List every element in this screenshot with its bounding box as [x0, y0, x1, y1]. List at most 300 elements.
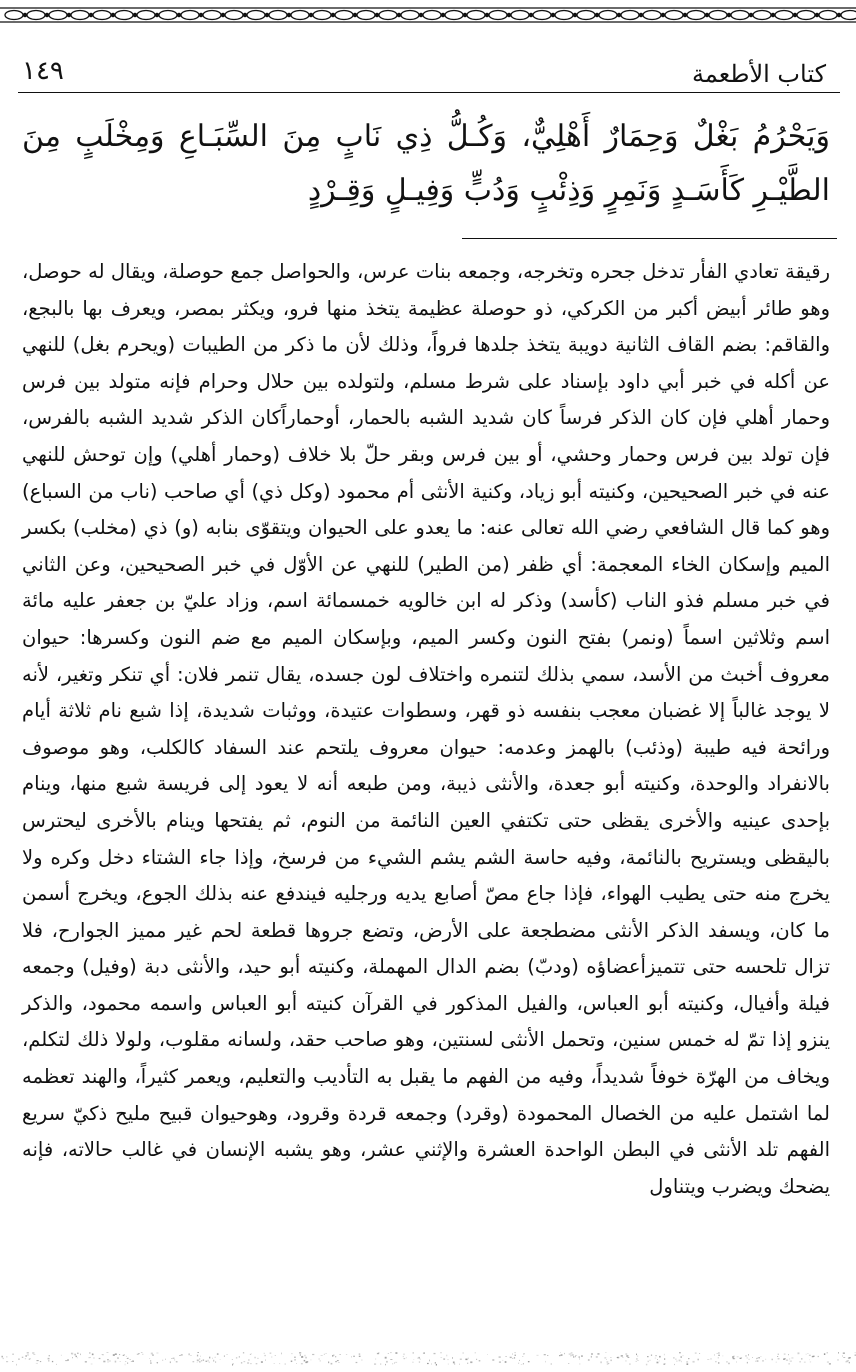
noise-speck [200, 1356, 201, 1357]
ornament-link [467, 11, 485, 20]
noise-speck [127, 1358, 128, 1359]
ornament-link [203, 11, 221, 20]
noise-speck [264, 1355, 265, 1356]
noise-speck [3, 1358, 4, 1359]
ornament-dot [265, 13, 268, 16]
noise-speck [736, 1362, 737, 1363]
noise-speck [515, 1355, 516, 1356]
noise-speck [328, 1362, 329, 1364]
noise-speck [212, 1358, 213, 1359]
noise-speck [197, 1360, 199, 1362]
noise-speck [519, 1360, 520, 1361]
noise-speck [113, 1354, 114, 1355]
ornament-link [137, 11, 155, 20]
noise-speck [390, 1352, 391, 1353]
noise-speck [220, 1359, 221, 1360]
noise-speck [605, 1352, 606, 1353]
noise-speck [573, 1356, 574, 1357]
noise-speck [505, 1356, 507, 1357]
ornament-dot [177, 13, 180, 16]
noise-speck [129, 1359, 131, 1360]
noise-speck [849, 1362, 850, 1363]
noise-speck [617, 1357, 618, 1358]
noise-speck [568, 1363, 569, 1364]
noise-speck [285, 1363, 286, 1365]
ornament-link [489, 11, 507, 20]
noise-speck [80, 1354, 81, 1356]
noise-speck [261, 1361, 263, 1363]
noise-speck [777, 1356, 778, 1357]
ornament-dot [331, 13, 334, 16]
noise-speck [514, 1357, 515, 1358]
bottom-scan-noise [0, 1352, 856, 1366]
noise-speck [659, 1361, 660, 1362]
ornament-dot [639, 13, 642, 16]
ornament-link [401, 11, 419, 20]
noise-speck [717, 1353, 718, 1354]
noise-speck [435, 1362, 436, 1364]
noise-speck [91, 1364, 93, 1365]
noise-speck [579, 1363, 580, 1365]
noise-speck [755, 1361, 756, 1362]
ornament-link [269, 11, 287, 20]
noise-speck [392, 1363, 393, 1364]
noise-speck [621, 1355, 623, 1356]
noise-speck [404, 1358, 406, 1359]
noise-speck [224, 1355, 225, 1357]
noise-speck [637, 1356, 638, 1357]
noise-speck [424, 1352, 426, 1353]
noise-speck [748, 1354, 749, 1356]
noise-speck [468, 1358, 469, 1360]
noise-speck [413, 1362, 414, 1363]
noise-speck [299, 1352, 301, 1353]
ornament-link [225, 11, 243, 20]
noise-speck [213, 1360, 214, 1362]
ornament-link [775, 11, 793, 20]
noise-speck [760, 1356, 761, 1357]
ornament-dot [89, 13, 92, 16]
noise-speck [65, 1360, 67, 1361]
noise-speck [346, 1354, 347, 1355]
noise-speck [199, 1359, 200, 1360]
noise-speck [467, 1363, 468, 1364]
noise-speck [733, 1358, 734, 1359]
noise-speck [740, 1358, 742, 1359]
noise-speck [18, 1358, 20, 1360]
noise-speck [657, 1362, 659, 1364]
noise-speck [651, 1355, 652, 1356]
noise-speck [49, 1355, 50, 1356]
ornament-link [159, 11, 177, 20]
noise-speck [460, 1359, 462, 1360]
noise-speck [16, 1364, 17, 1366]
noise-speck [395, 1352, 397, 1354]
noise-speck [499, 1357, 501, 1358]
noise-speck [304, 1360, 306, 1362]
noise-speck [171, 1358, 172, 1359]
ornament-link [665, 11, 683, 20]
noise-speck [610, 1357, 611, 1358]
noise-speck [301, 1364, 303, 1365]
noise-speck [561, 1354, 563, 1356]
page-number: ١٤٩ [22, 56, 64, 86]
noise-speck [655, 1355, 657, 1356]
noise-speck [581, 1355, 583, 1357]
matn-paragraph: وَيَحْرُمُ بَغْلٌ وَحِمَارٌ أَهْلِيٌّ، وَكُـلُّ ذِي نَابٍ مِنَ السِّبَـاعِ وَمِخْلَبٍ مِنَ الطَّيْـرِ كَأَسَـدٍ وَنَمِرٍ وَذِئْبٍ وَدُبٍّ وَفِيـلٍ وَقِـرْدٍ [22, 119, 830, 208]
noise-speck [356, 1362, 358, 1363]
noise-speck [564, 1353, 565, 1354]
ornament-link [841, 11, 856, 20]
noise-speck [197, 1352, 199, 1353]
noise-speck [295, 1359, 296, 1361]
noise-speck [250, 1363, 252, 1364]
noise-speck [340, 1354, 341, 1355]
noise-speck [239, 1356, 240, 1358]
noise-speck [181, 1354, 183, 1355]
noise-speck [390, 1359, 392, 1360]
noise-speck [707, 1359, 709, 1360]
noise-speck [36, 1363, 38, 1364]
noise-speck [279, 1363, 280, 1364]
noise-speck [333, 1355, 335, 1356]
noise-speck [571, 1352, 573, 1353]
ornament-dot [221, 13, 224, 16]
noise-speck [153, 1354, 154, 1356]
noise-speck [810, 1362, 811, 1363]
noise-speck [76, 1356, 77, 1357]
noise-speck [524, 1353, 525, 1354]
ornament-link [357, 11, 375, 20]
ornament-dot [595, 13, 598, 16]
noise-speck [788, 1354, 789, 1355]
noise-speck [441, 1357, 443, 1358]
noise-speck [359, 1353, 361, 1354]
noise-speck [502, 1360, 503, 1361]
noise-speck [88, 1357, 90, 1358]
noise-speck [232, 1359, 233, 1360]
noise-speck [693, 1361, 695, 1363]
noise-speck [809, 1355, 811, 1356]
noise-speck [659, 1356, 661, 1358]
noise-speck [446, 1355, 447, 1357]
noise-speck [776, 1362, 777, 1363]
ornament-link [181, 11, 199, 20]
noise-speck [576, 1355, 577, 1356]
noise-speck [107, 1362, 109, 1363]
ornament-link [533, 11, 551, 20]
ornament-link [5, 11, 23, 20]
noise-speck [311, 1359, 312, 1360]
noise-speck [137, 1354, 138, 1355]
noise-speck [361, 1360, 362, 1361]
noise-speck [125, 1364, 126, 1366]
ornament-dot [683, 13, 686, 16]
noise-speck [459, 1364, 460, 1365]
ornament-link [93, 11, 111, 20]
noise-speck [99, 1358, 101, 1359]
matn-divider-rule [462, 238, 837, 239]
noise-speck [838, 1360, 839, 1361]
ornament-dot [661, 13, 664, 16]
noise-speck [102, 1354, 104, 1355]
noise-speck [650, 1360, 651, 1361]
noise-speck [788, 1364, 790, 1365]
noise-speck [699, 1353, 700, 1354]
noise-speck [737, 1357, 739, 1358]
ornament-dot [199, 13, 202, 16]
ornament-dot [353, 13, 356, 16]
noise-speck [418, 1357, 419, 1359]
noise-speck [676, 1359, 677, 1361]
noise-speck [487, 1354, 488, 1355]
noise-speck [72, 1357, 73, 1358]
noise-speck [514, 1352, 516, 1353]
noise-speck [607, 1361, 609, 1362]
noise-speck [304, 1355, 305, 1357]
ornament-link [445, 11, 463, 20]
noise-speck [305, 1357, 307, 1359]
ornament-dot [617, 13, 620, 16]
noise-speck [247, 1362, 249, 1363]
noise-speck [622, 1357, 623, 1358]
ornament-dot [705, 13, 708, 16]
noise-speck [12, 1361, 13, 1362]
ornament-dot [375, 13, 378, 16]
noise-speck [250, 1354, 251, 1355]
noise-speck [800, 1361, 801, 1362]
noise-speck [455, 1363, 456, 1365]
noise-speck [807, 1353, 808, 1354]
ornament-link [753, 11, 771, 20]
noise-speck [757, 1358, 758, 1359]
ornament-dot [463, 13, 466, 16]
noise-speck [388, 1353, 389, 1354]
noise-speck [827, 1352, 828, 1353]
noise-speck [664, 1359, 665, 1360]
noise-speck [674, 1364, 675, 1365]
noise-speck [838, 1352, 839, 1353]
noise-speck [756, 1358, 757, 1359]
noise-speck [569, 1353, 571, 1355]
ornament-link [247, 11, 265, 20]
noise-speck [657, 1359, 658, 1360]
noise-speck [537, 1355, 539, 1356]
noise-speck [201, 1360, 202, 1361]
noise-speck [56, 1364, 57, 1365]
noise-speck [591, 1356, 592, 1358]
ornament-dot [243, 13, 246, 16]
noise-speck [89, 1352, 90, 1354]
noise-speck [248, 1359, 250, 1360]
noise-speck [115, 1361, 117, 1363]
noise-speck [588, 1360, 590, 1361]
noise-speck [386, 1361, 387, 1363]
noise-speck [203, 1359, 204, 1361]
noise-speck [197, 1355, 198, 1357]
noise-speck [151, 1353, 153, 1355]
noise-speck [189, 1353, 190, 1355]
ornament-link [819, 11, 837, 20]
noise-speck [193, 1361, 195, 1362]
ornament-link [577, 11, 595, 20]
noise-speck [695, 1353, 697, 1354]
noise-speck [544, 1354, 546, 1355]
noise-speck [718, 1362, 719, 1364]
noise-speck [718, 1357, 719, 1358]
noise-speck [176, 1361, 178, 1362]
noise-speck [127, 1363, 128, 1364]
noise-speck [126, 1356, 127, 1357]
noise-speck [13, 1354, 14, 1355]
noise-speck [778, 1358, 780, 1359]
noise-speck [676, 1361, 677, 1362]
noise-speck [226, 1354, 228, 1355]
noise-speck [752, 1357, 753, 1358]
noise-speck [647, 1356, 649, 1357]
noise-speck [244, 1361, 246, 1362]
ornament-dot [287, 13, 290, 16]
noise-speck [107, 1352, 109, 1353]
noise-speck [629, 1364, 630, 1365]
ornament-dot [771, 13, 774, 16]
noise-speck [427, 1363, 429, 1364]
noise-speck [748, 1359, 750, 1360]
noise-speck [156, 1362, 158, 1363]
noise-speck [757, 1360, 759, 1362]
noise-speck [523, 1363, 524, 1364]
noise-speck [855, 1352, 856, 1353]
noise-speck [103, 1361, 105, 1363]
noise-speck [683, 1356, 684, 1357]
noise-speck [296, 1363, 297, 1364]
noise-speck [75, 1354, 76, 1356]
noise-speck [547, 1355, 548, 1356]
ornament-link [71, 11, 89, 20]
noise-speck [843, 1352, 845, 1354]
noise-speck [374, 1364, 376, 1365]
noise-speck [150, 1360, 151, 1362]
noise-speck [420, 1359, 421, 1360]
noise-speck [512, 1353, 513, 1355]
noise-speck [256, 1363, 258, 1364]
noise-speck [209, 1357, 210, 1359]
ornament-link [27, 11, 45, 20]
noise-speck [417, 1358, 418, 1359]
ornament-dot [815, 13, 818, 16]
ornament-dot [45, 13, 48, 16]
noise-speck [453, 1362, 455, 1364]
noise-speck [190, 1355, 192, 1356]
noise-speck [673, 1357, 675, 1359]
noise-speck [570, 1355, 571, 1357]
noise-speck [681, 1361, 682, 1362]
ornament-dot [837, 13, 840, 16]
noise-speck [197, 1362, 198, 1363]
noise-speck [48, 1358, 50, 1360]
noise-speck [173, 1358, 175, 1359]
noise-speck [758, 1357, 759, 1358]
noise-speck [492, 1359, 494, 1361]
noise-speck [291, 1361, 293, 1362]
noise-speck [264, 1353, 265, 1354]
noise-speck [275, 1355, 276, 1356]
ornament-link [599, 11, 617, 20]
noise-speck [243, 1352, 244, 1354]
noise-speck [434, 1353, 436, 1354]
noise-speck [93, 1358, 94, 1359]
noise-speck [312, 1354, 314, 1355]
ornament-link [687, 11, 705, 20]
noise-speck [132, 1361, 134, 1362]
noise-speck [784, 1353, 786, 1354]
noise-speck [636, 1361, 637, 1362]
noise-speck [22, 1357, 24, 1358]
noise-speck [611, 1360, 612, 1362]
noise-speck [718, 1355, 720, 1356]
matn-text-block [22, 110, 830, 218]
ornament-link [115, 11, 133, 20]
noise-speck [27, 1355, 29, 1356]
noise-speck [25, 1358, 26, 1359]
noise-speck [448, 1359, 449, 1360]
ornament-link [797, 11, 815, 20]
noise-speck [801, 1358, 803, 1360]
noise-speck [305, 1362, 307, 1364]
noise-speck [732, 1356, 734, 1358]
noise-speck [208, 1360, 209, 1362]
ornament-link [291, 11, 309, 20]
noise-speck [150, 1362, 151, 1363]
ornament-dot [573, 13, 576, 16]
noise-speck [518, 1363, 519, 1364]
noise-speck [499, 1361, 501, 1363]
noise-speck [626, 1355, 628, 1356]
noise-speck [271, 1357, 272, 1358]
noise-speck [824, 1353, 825, 1355]
noise-speck [92, 1354, 93, 1355]
ornament-dot [111, 13, 114, 16]
noise-speck [431, 1364, 432, 1365]
noise-speck [406, 1357, 407, 1358]
noise-speck [572, 1355, 574, 1356]
noise-speck [741, 1357, 742, 1358]
noise-speck [321, 1355, 323, 1356]
noise-speck [762, 1360, 763, 1362]
noise-speck [359, 1356, 361, 1357]
noise-speck [300, 1354, 301, 1355]
noise-speck [320, 1360, 321, 1361]
ornament-link [709, 11, 727, 20]
noise-speck [476, 1359, 477, 1360]
ornament-dot [67, 13, 70, 16]
noise-speck [448, 1364, 449, 1365]
noise-speck [335, 1356, 336, 1357]
noise-speck [120, 1361, 121, 1362]
noise-speck [711, 1358, 712, 1360]
noise-speck [636, 1354, 637, 1356]
noise-speck [77, 1358, 78, 1359]
ornament-dot [749, 13, 752, 16]
noise-speck [664, 1354, 665, 1356]
noise-speck [790, 1361, 792, 1362]
ornament-link [423, 11, 441, 20]
commentary-paragraph: رقيقة تعادي الفأر تدخل جحره وتخرجه، وجمعه بنات عرس، والحواصل جمع حوصلة، ويقال له حوصل، وهو طائر أبيض أكبر من الكركي، ذو حوصلة عظيمة يتخذ منها فرو، ويكثر بمصر، ويعرف بها بالبجع، والقاقم: بضم القاف الثانية دويبة يتخذ جلدها فرواً، وذلك لأن ما ذكر من الطيبات (ويحرم بغل) للنهي عن أكله في خبر أبي داود بإسناد على شرط مسلم، ولتولده بين حلال وحرام فإنه متولد بين فرس وحمار أهلي فإن كان الذكر فرساً كان شديد الشبه بالحمار، أوحماراًكان الذكر شديد الشبه بالفرس، فإن تولد بين فرس وحمار وحشي، أو بين فرس وبقر حلّ بلا خلاف (وحمار أهلي) وإن توحش للنهي عنه في خبر الصحيحين، وكنيته أبو زياد، وكنية الأنثى أم محمود (وكل ذي) أي صاحب (ناب من السباع) وهو كما قال الشافعي رضي الله تعالى عنه: ما يعدو على الحيوان ويتقوّى بنابه (و) ذي (مخلب) بكسر الميم وإسكان الخاء المعجمة: أي ظفر (من الطير) للنهي عن الأوّل في خبر الصحيحين، وعن الثاني في خبر مسلم فذو الناب (كأسد) وذكر له ابن خالويه خمسمائة اسم، وزاد عليّ بن جعفر عليه مائة اسم وثلاثين اسماً (ونمر) بفتح النون وكسر الميم، وبإسكان الميم مع ضم النون وكسرها: حيوان معروف أخبث من الأسد، سمي بذلك لتنمره واختلاف لون جسده، يقال تنمر فلان: أي تنكر وتغير، لأنه لا يوجد غالباً إلا غضبان معجب بنفسه ذو قهر، وسطوات عتيدة، ووثبات شديدة، إذا شبع نام ثلاثة أيام ورائحة فيه طيبة (وذئب) بالهمز وعدمه: حيوان معروف يلتحم عند السفاد كالكلب، وهو موصوف بالانفراد والوحدة، وكنيته أبو جعدة، والأنثى ذيبة، ومن طبعه أنه لا يعود إلى فريسة شبع منها، وينام بإحدى عينيه والأخرى يقظى حتى تكتفي العين النائمة من النوم، ثم يفتحها وينام بالأخرى ليحترس باليقظى ويستريح بالنائمة، وفيه حاسة الشم يشم الشيء من فرسخ، وإذا جاء الشتاء دخل وكره ولا يخرج منه حتى يطيب الهواء، فإذا جاع مصّ أصابع يديه ورجليه فيندفع عنه بذلك الجوع، ويخرج أسمن ما كان، ويسفد الذكر الأنثى مضطجعة على الأرض، وتضع جروها قطعة لحم غير مميز الجوارح، فلا تزال تلحسه حتى تتميزأعضاؤه (ودبّ) بضم الدال المهملة، وكنيته أبو حيد، والأنثى دبة (وفيل) وجمعه فيلة وأفيال، وكنيته أبو العباس، والفيل المذكور في القرآن كنيته أبو العباس واسمه محمود، والذكر ينزو إذا تمّ له خمس سنين، وتحمل الأنثى لسنتين، وهو صاحب حقد، ولسانه مقلوب، ولولا ذلك لتكلم، ويخاف من الهرّة خوفاً شديداً، وفيه من الفهم ما يقبل به التأديب والتعليم، ويعمر كثيراً، والهند تعظمه لما اشتمل عليه من الخصال المحمودة (وقرد) وجمعه قردة وقرود، وهوحيوان قبيح مليح ذكيّ سريع الفهم تلد الأنثى في البطن الواحدة العشرة والإثني عشر، وهو يشبه الإنسان في غالب حالاته، فإنه يضحك ويضرب ويتناول [22, 260, 830, 1198]
noise-speck [812, 1356, 814, 1357]
noise-speck [301, 1356, 303, 1358]
noise-speck [109, 1361, 111, 1362]
noise-speck [849, 1357, 851, 1358]
